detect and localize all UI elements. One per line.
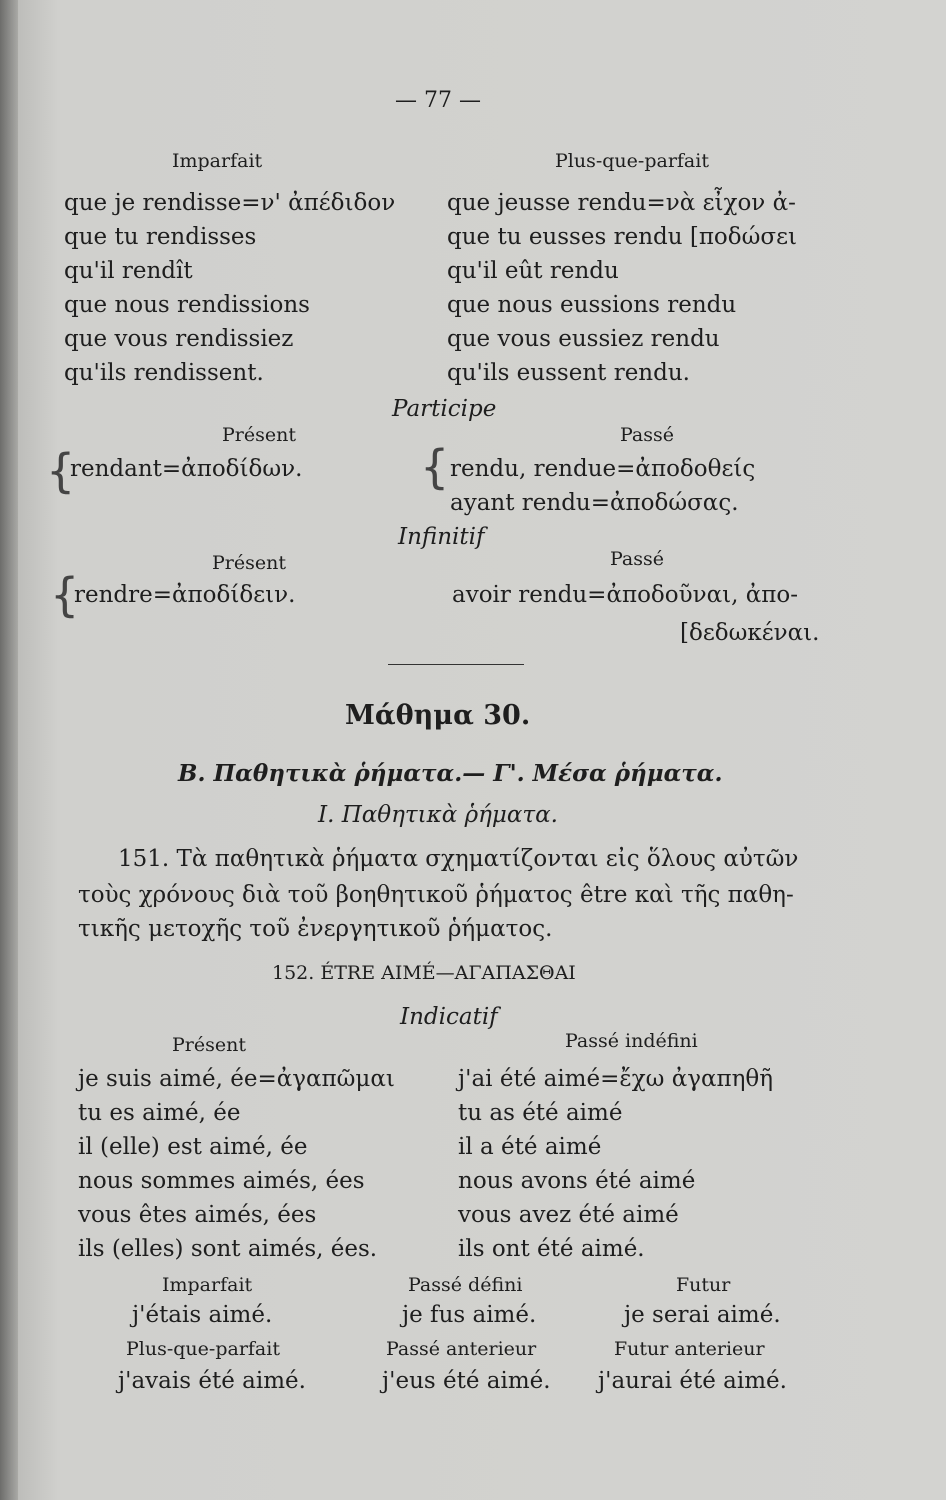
brace-mark: { xyxy=(50,568,80,622)
tense-heading: Passé défini xyxy=(408,1274,523,1296)
plus-que-parfait-line: que jeusse rendu=νὰ εἶχον ἀ- xyxy=(447,190,796,216)
page-binding-edge xyxy=(0,0,18,1500)
plus-que-parfait-heading: Plus-que-parfait xyxy=(555,150,709,172)
section-title: Ι. Παθητικὰ ῥήματα. xyxy=(318,802,558,828)
infinitif-passe-heading: Passé xyxy=(610,548,665,570)
passe-indefini-line: vous avez été aimé xyxy=(458,1202,679,1228)
participe-present-form: rendant=ἀποδίδων. xyxy=(70,456,303,482)
section-divider xyxy=(388,664,524,665)
indicatif-title: Indicatif xyxy=(400,1004,498,1030)
infinitif-present-form: rendre=ἀποδίδειν. xyxy=(74,582,296,608)
imparfait-heading: Imparfait xyxy=(172,150,263,172)
brace-mark: { xyxy=(420,440,450,494)
participe-passe-line: ayant rendu=ἀποδώσας. xyxy=(450,490,739,516)
infinitif-title: Infinitif xyxy=(398,524,485,550)
present-line: nous sommes aimés, ées xyxy=(78,1168,365,1194)
infinitif-passe-line: avoir rendu=ἀποδοῦναι, ἀπο- xyxy=(452,582,799,608)
participe-passe-line: rendu, rendue=ἀποδοθείς xyxy=(450,456,756,482)
passe-indefini-line: ils ont été aimé. xyxy=(458,1236,645,1262)
plus-que-parfait-line: qu'il eût rendu xyxy=(447,258,619,284)
tense-heading: Futur xyxy=(676,1274,731,1296)
passe-indefini-line: il a été aimé xyxy=(458,1134,602,1160)
imparfait-line: que je rendisse=ν' ἀπέδιδον xyxy=(64,190,396,216)
present-line: je suis aimé, ée=ἀγαπῶμαι xyxy=(78,1066,395,1092)
tense-form: je serai aimé. xyxy=(624,1302,781,1328)
imparfait-line: que tu rendisses xyxy=(64,224,257,250)
plus-que-parfait-line: qu'ils eussent rendu. xyxy=(447,360,690,386)
present-line: ils (elles) sont aimés, ées. xyxy=(78,1236,378,1262)
plus-que-parfait-line: que vous eussiez rendu xyxy=(447,326,720,352)
present-line: vous êtes aimés, ées xyxy=(78,1202,317,1228)
lesson-title: Μάθημα 30. xyxy=(345,700,531,731)
infinitif-present-heading: Présent xyxy=(212,552,286,574)
imparfait-line: qu'ils rendissent. xyxy=(64,360,264,386)
paragraph-151-line: τικῆς μετοχῆς τοῦ ἐνεργητικοῦ ῥήματος. xyxy=(78,916,553,942)
plus-que-parfait-line: que nous eussions rendu xyxy=(447,292,737,318)
imparfait-line: que vous rendissiez xyxy=(64,326,294,352)
paragraph-151-line: 151. Τὰ παθητικὰ ῥήματα σχηματίζονται εἰς ὅλους αὐτῶν xyxy=(118,846,799,872)
infinitif-passe-line: [δεδωκέναι. xyxy=(680,620,820,646)
participe-title: Participe xyxy=(392,396,497,422)
tense-form: j'avais été aimé. xyxy=(118,1368,306,1394)
page-number: — 77 — xyxy=(395,88,481,113)
tense-heading: Plus-que-parfait xyxy=(126,1338,280,1360)
brace-mark: { xyxy=(46,444,76,498)
tense-heading: Futur anterieur xyxy=(614,1338,765,1360)
paragraph-151-line: τοὺς χρόνους διὰ τοῦ βοηθητικοῦ ῥήματος être καὶ τῆς παθη- xyxy=(78,882,794,908)
lesson-subtitle: Β. Παθητικὰ ῥήματα.— Γ'. Μέσα ῥήματα. xyxy=(178,760,723,787)
imparfait-line: qu'il rendît xyxy=(64,258,193,284)
passe-indefini-line: j'ai été aimé=ἔχω ἀγαπηθῆ xyxy=(458,1066,774,1092)
tense-form: j'aurai été aimé. xyxy=(598,1368,787,1394)
heading-152: 152. ÉTRE AIMÉ—ΑΓΑΠΑΣΘΑΙ xyxy=(272,962,576,984)
participe-present-heading: Présent xyxy=(222,424,296,446)
present-line: tu es aimé, ée xyxy=(78,1100,241,1126)
plus-que-parfait-line: que tu eusses rendu [ποδώσει xyxy=(447,224,798,250)
present-line: il (elle) est aimé, ée xyxy=(78,1134,308,1160)
tense-form: j'étais aimé. xyxy=(132,1302,273,1328)
tense-form: j'eus été aimé. xyxy=(382,1368,551,1394)
passe-indefini-line: nous avons été aimé xyxy=(458,1168,696,1194)
tense-heading: Passé anterieur xyxy=(386,1338,537,1360)
tense-form: je fus aimé. xyxy=(402,1302,537,1328)
passe-indefini-line: tu as été aimé xyxy=(458,1100,623,1126)
present-heading: Présent xyxy=(172,1034,246,1056)
passe-indefini-heading: Passé indéfini xyxy=(565,1030,698,1052)
tense-heading: Imparfait xyxy=(162,1274,253,1296)
participe-passe-heading: Passé xyxy=(620,424,675,446)
imparfait-line: que nous rendissions xyxy=(64,292,310,318)
